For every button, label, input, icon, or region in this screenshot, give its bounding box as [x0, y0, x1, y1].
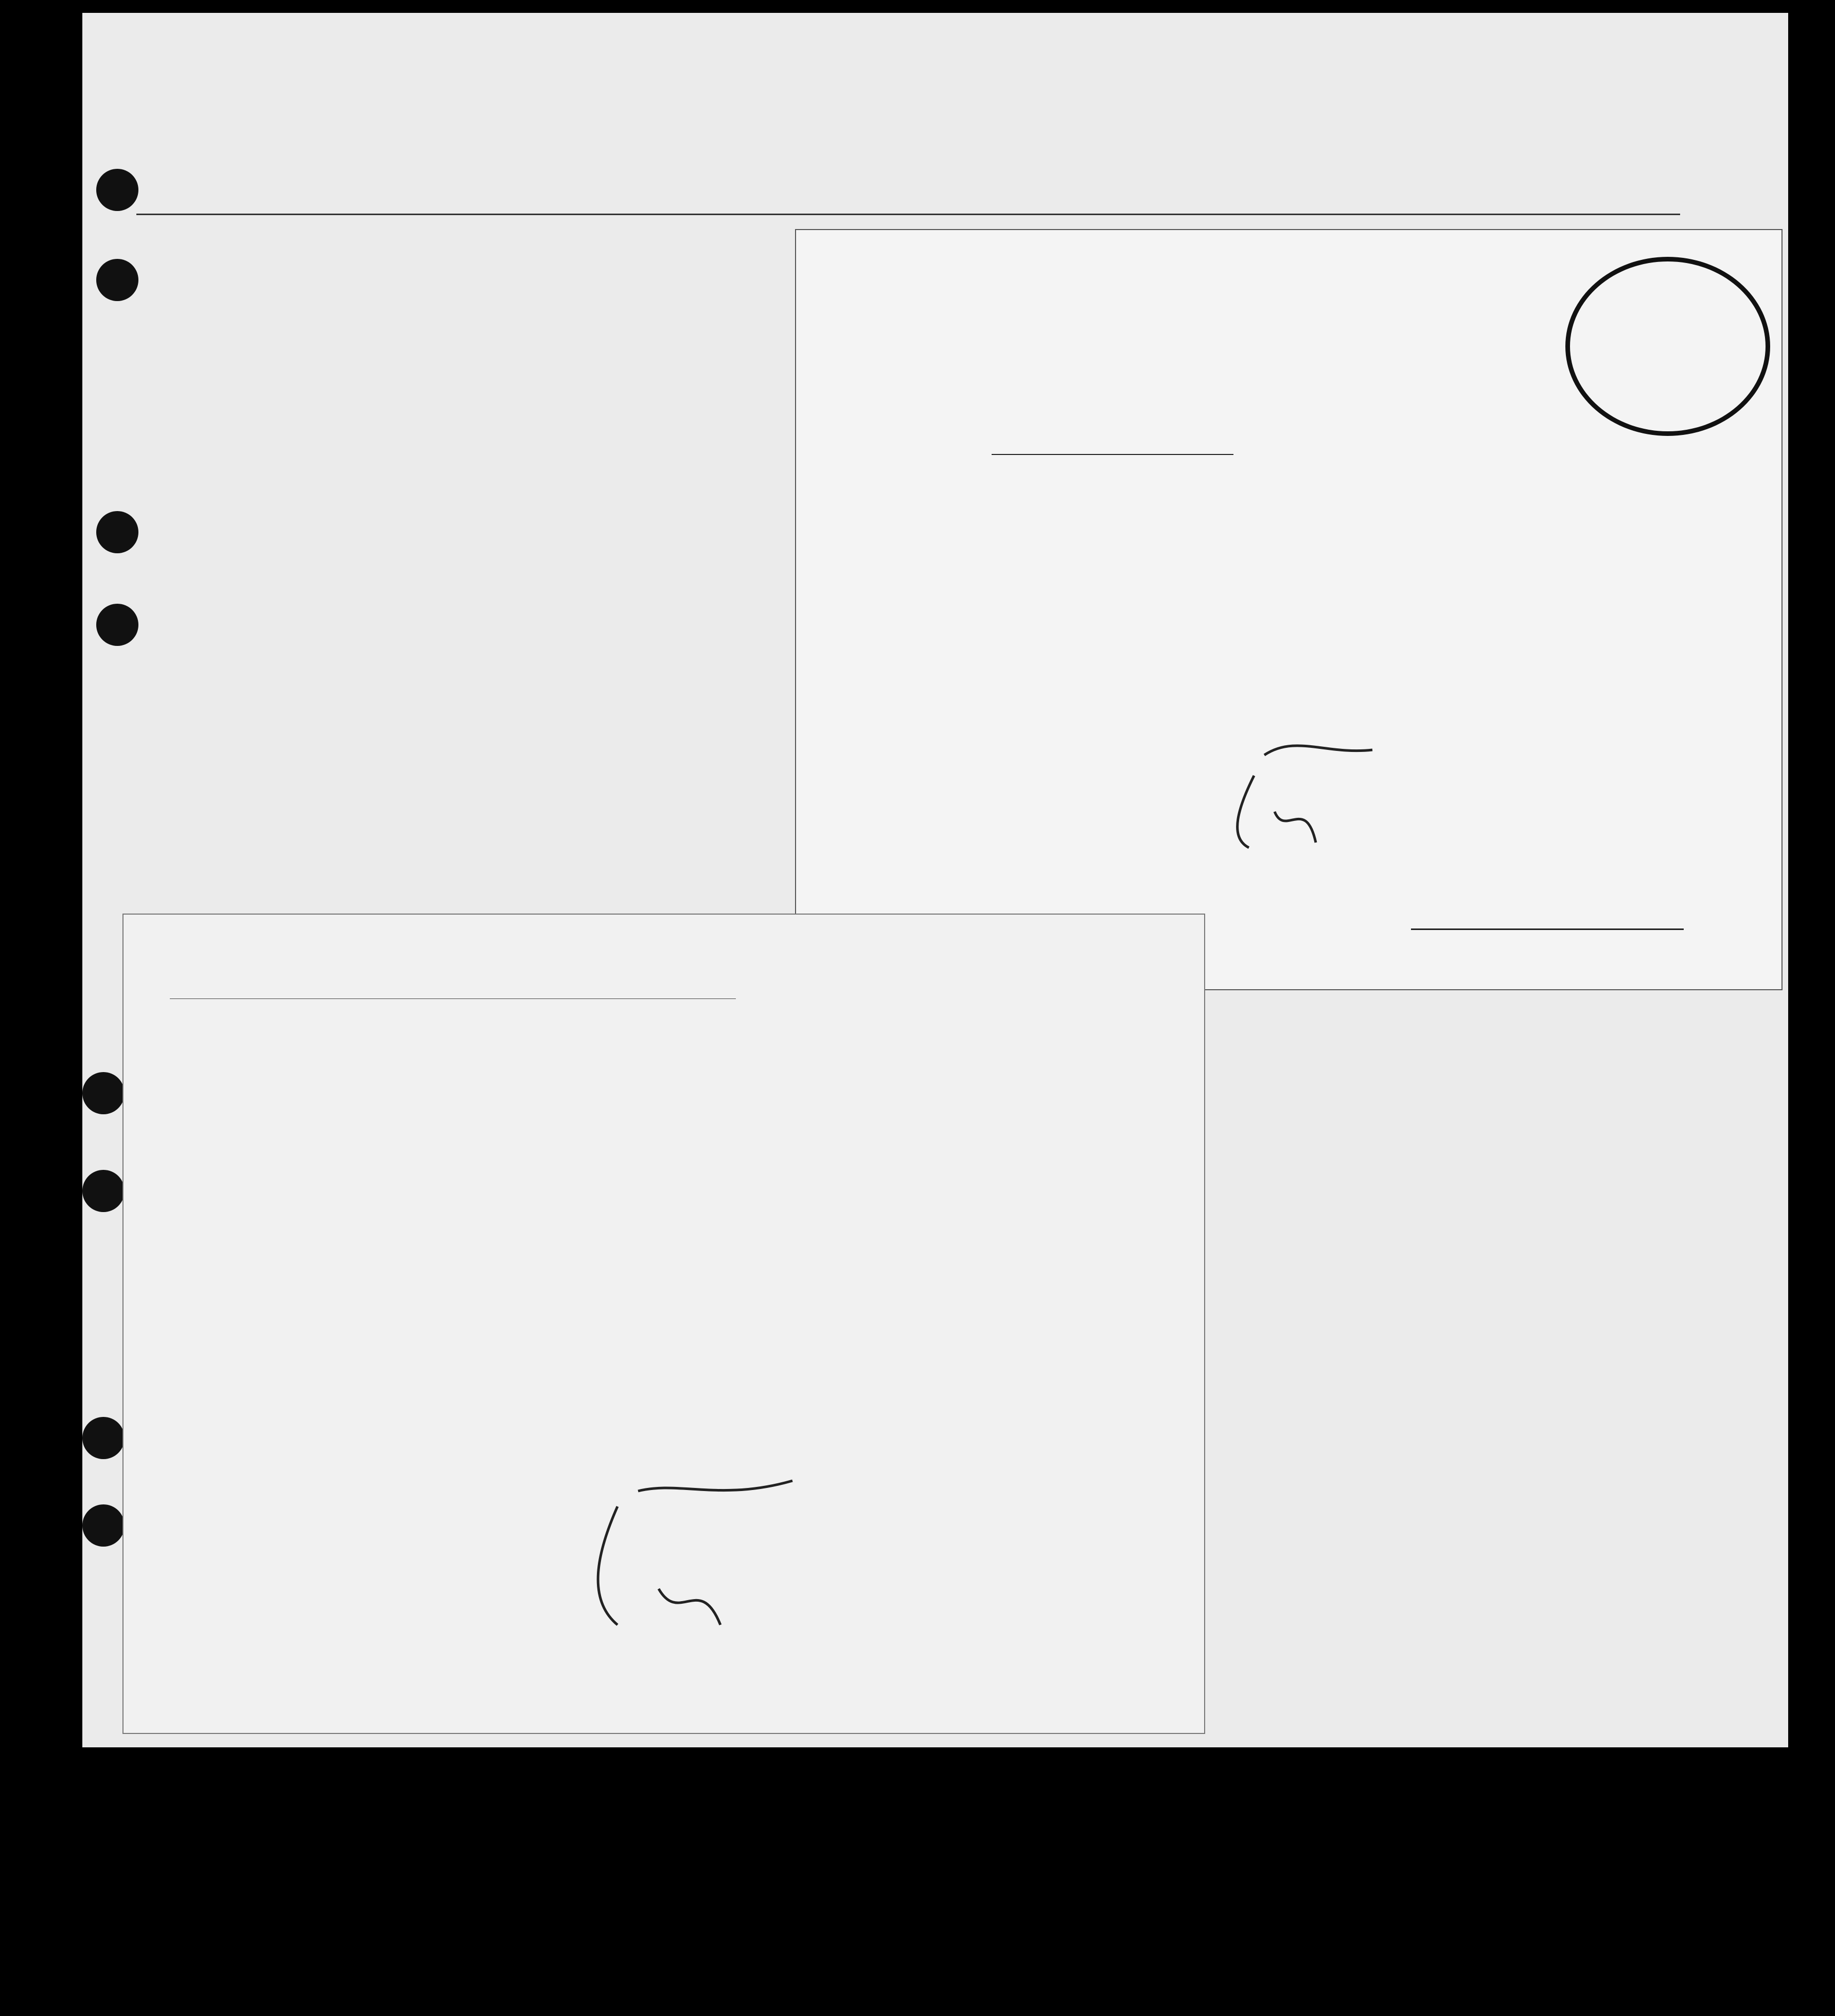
punch-hole: [82, 1504, 125, 1547]
punch-hole: [82, 1072, 125, 1114]
punch-hole: [96, 259, 138, 301]
signature-rule: [1411, 928, 1684, 930]
field-rule: [170, 998, 736, 999]
punch-hole: [96, 169, 138, 211]
entry-declaration-sheet: [122, 914, 1205, 1734]
crew-list-sheet: [795, 229, 1783, 990]
circle-mark: [1565, 257, 1770, 436]
inspector-scrawl: [1218, 734, 1403, 858]
punch-hole: [82, 1417, 125, 1459]
punch-hole: [96, 511, 138, 553]
punch-hole: [82, 1170, 125, 1212]
consigned-rule: [992, 454, 1233, 455]
vessel-line-rule: [136, 214, 1680, 215]
col5-header: [623, 228, 705, 234]
entry-inspector-scrawl: [576, 1470, 854, 1645]
col1-header: [111, 228, 136, 237]
punch-hole: [96, 604, 138, 646]
col4-header: [545, 228, 602, 234]
